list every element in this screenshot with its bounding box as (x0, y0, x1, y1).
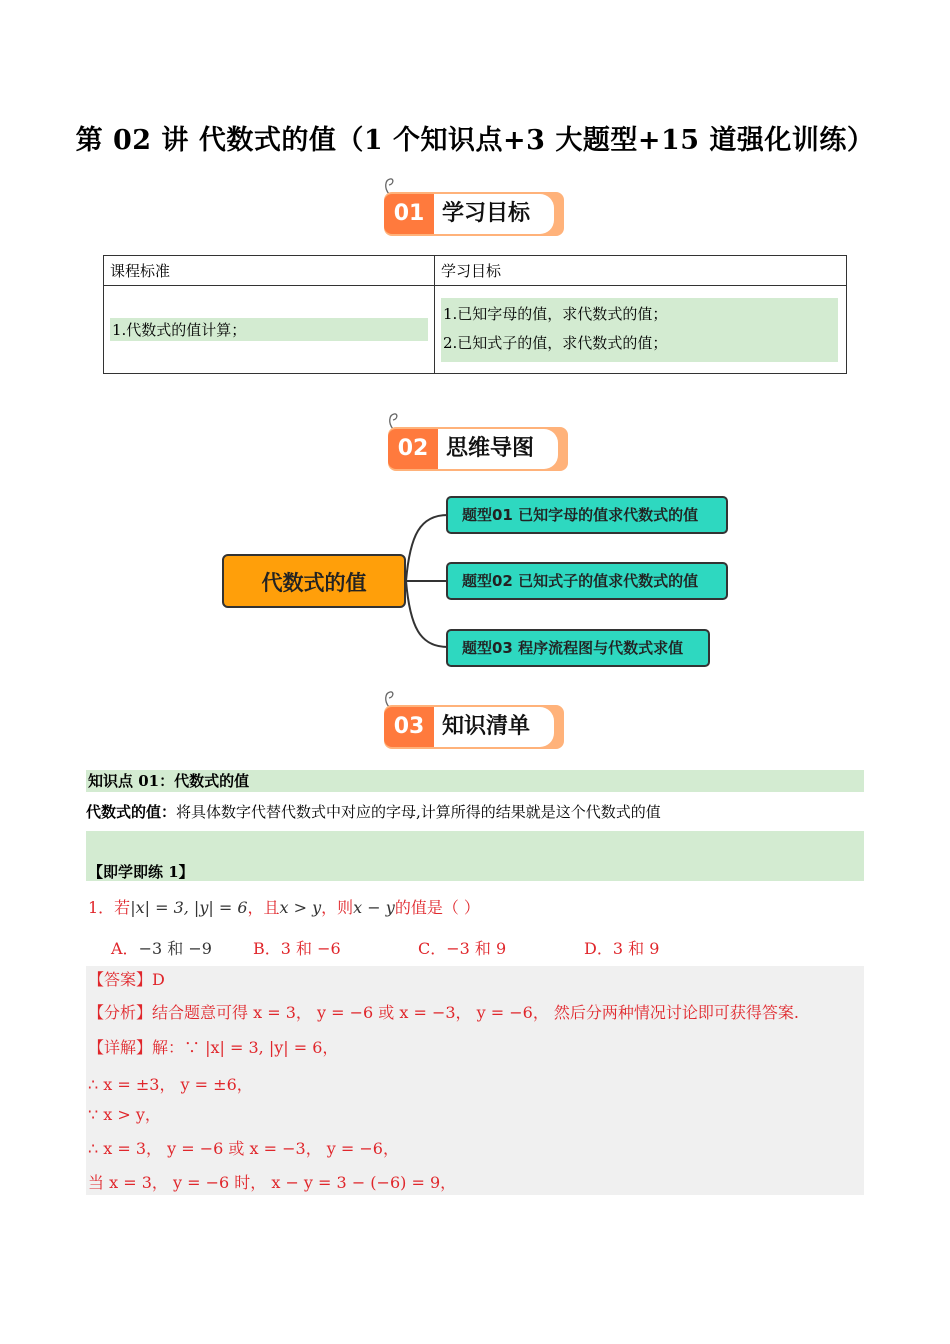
page-title: 第 02 讲 代数式的值（1 个知识点+3 大题型+15 道强化训练） (75, 125, 875, 156)
section-label: 学习目标 (434, 194, 554, 234)
section-banner-learning-goals (382, 186, 566, 236)
mindmap-node-type01: 题型01 已知字母的值求代数式的值 (446, 496, 728, 534)
definition-label: 代数式的值： (86, 803, 177, 821)
mindmap-node-type03: 题型03 程序流程图与代数式求值 (446, 629, 710, 667)
mindmap-center: 代数式的值 (222, 554, 406, 608)
detail-step: ∴ x = 3， y = −6 或 x = −3， y = −6， (88, 1139, 399, 1158)
answer-box (86, 966, 864, 1195)
section-label: 思维导图 (438, 429, 558, 469)
detail-line (88, 1037, 338, 1059)
question-text: ，则 (321, 898, 354, 917)
analysis-line (88, 1002, 799, 1024)
question-text: ，且 (247, 898, 280, 917)
option-d[interactable]: D．3 和 9 (584, 939, 660, 958)
knowledge-point-heading: 知识点 01：代数式的值 (86, 770, 864, 792)
analysis-text: 结合题意可得 x = 3， y = −6 或 x = −3， y = −6， 然后分两种情况讨论即可获得答案. (152, 1003, 799, 1022)
standard-text: 1.代数式的值计算； (110, 318, 428, 341)
table-header-standard: 课程标准 (104, 256, 435, 286)
practice-header (86, 831, 864, 881)
question-1 (88, 897, 480, 919)
detail-step: ∴ x = ±3， y = ±6， (88, 1075, 253, 1094)
section-banner-knowledge-list (382, 699, 566, 749)
mindmap-node-type02: 题型02 已知式子的值求代数式的值 (446, 562, 728, 600)
question-text: 的值是（ ） (394, 898, 480, 917)
question-number: 1．若 (88, 898, 131, 917)
section-banner-mind-map (386, 421, 570, 471)
goals-table (103, 255, 847, 374)
knowledge-definition (86, 801, 864, 823)
table-header-objectives: 学习目标 (435, 256, 847, 286)
question-expression: x − y (353, 898, 395, 917)
question-condition: |x| = 3, |y| = 6 (130, 898, 248, 917)
answer-label: 【答案】 (88, 970, 153, 989)
practice-label: 【即学即练 1】 (88, 863, 194, 881)
objective-item: 2.已知式子的值，求代数式的值； (443, 333, 668, 352)
option-c[interactable]: C．−3 和 9 (418, 939, 507, 958)
detail-step: ∵ x > y， (88, 1105, 161, 1124)
detail-label: 【详解】 (88, 1038, 153, 1057)
analysis-label: 【分析】 (88, 1003, 153, 1022)
detail-step: 当 x = 3， y = −6 时， x − y = 3 − (−6) = 9， (88, 1173, 457, 1192)
question-condition: x > y (279, 898, 322, 917)
definition-text: 将具体数字代替代数式中对应的字母,计算所得的结果就是这个代数式的值 (176, 803, 661, 821)
section-number: 03 (384, 707, 434, 747)
answer-value: D (152, 970, 165, 989)
option-a[interactable]: A．−3 和 −9 (111, 939, 212, 958)
answer-line (88, 969, 165, 991)
section-number: 01 (384, 194, 434, 234)
detail-step: 解：∵ |x| = 3, |y| = 6， (152, 1038, 339, 1057)
section-label: 知识清单 (434, 707, 554, 747)
option-b[interactable]: B．3 和 −6 (253, 939, 341, 958)
objective-item: 1.已知字母的值，求代数式的值； (443, 304, 668, 323)
section-number: 02 (388, 429, 438, 469)
